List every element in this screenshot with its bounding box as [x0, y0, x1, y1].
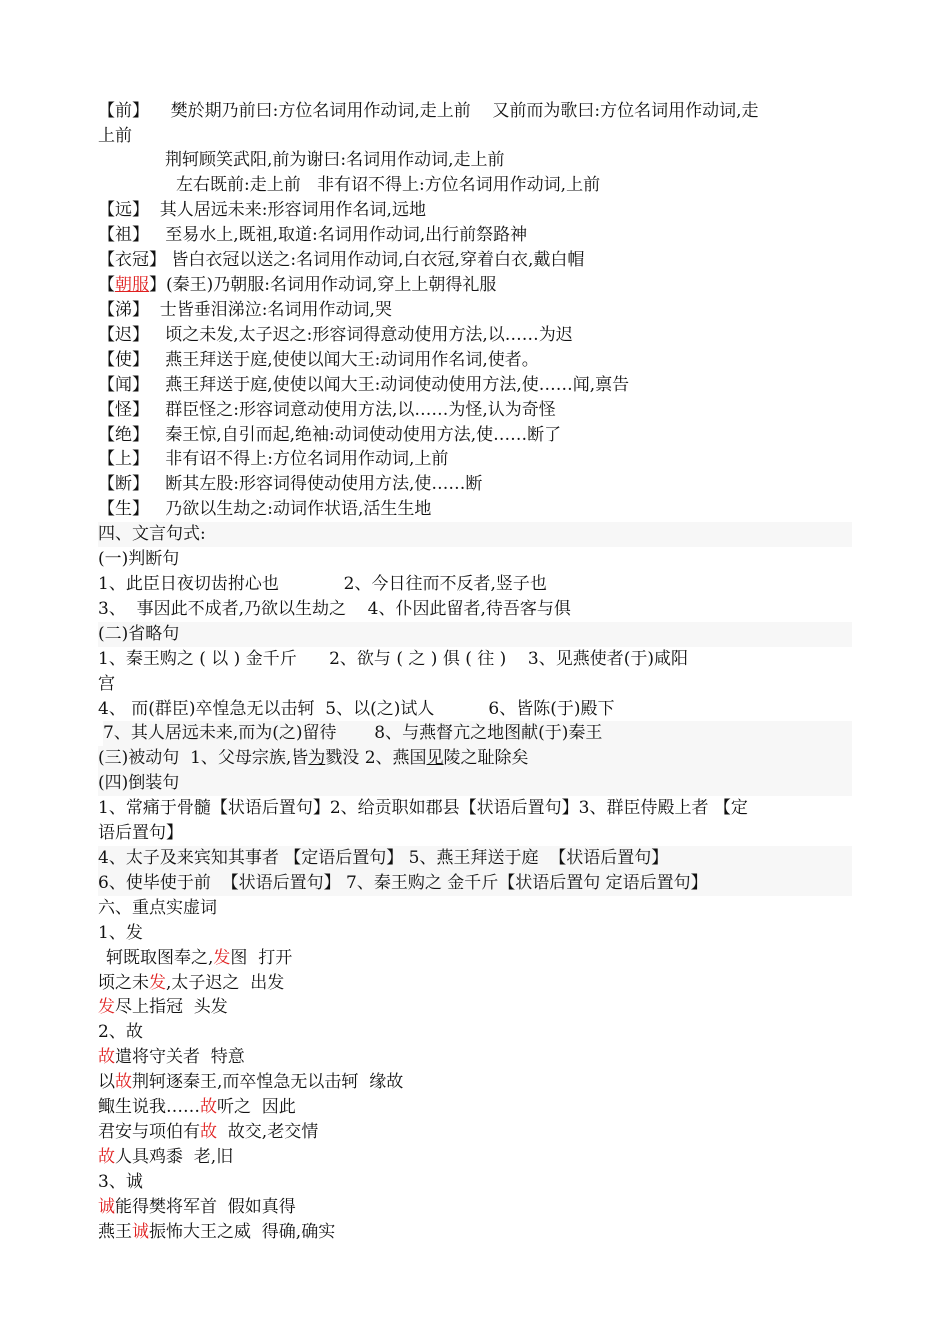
text-line — [98, 497, 431, 522]
text-run: (三)被动句 1、父母宗族,皆 — [98, 748, 309, 768]
text-run: 6、使毕使于前 【状语后置句】 7、秦王购之 金千斤【状语后置句 定语后置句】 — [98, 873, 708, 893]
highlighted-word: 发 — [98, 997, 115, 1017]
text-line — [98, 971, 284, 996]
highlighted-word: 发 — [213, 948, 231, 968]
text-run: 燕王 — [98, 1222, 132, 1242]
text-line — [98, 771, 852, 796]
text-run: 【衣冠】 皆白衣冠以送之:名词用作动词,白衣冠,穿着白衣,戴白帽 — [98, 250, 585, 270]
text-line — [98, 1195, 296, 1220]
text-run: 荆轲逐秦王,而卒惶急无以击轲 缘故 — [132, 1072, 404, 1092]
highlighted-word: 故 — [200, 1122, 217, 1142]
text-run: 【前】 樊於期乃前曰:方位名词用作动词,走上前 又前而为歌曰:方位名词用作动词,走 — [98, 101, 759, 121]
text-line — [98, 1145, 233, 1170]
highlighted-word: 发 — [149, 973, 166, 993]
text-run: 【涕】 士皆垂泪涕泣:名词用作动词,哭 — [98, 300, 392, 320]
text-run: 1、此臣日夜切齿拊心也 2、今日往而不反者,竖子也 — [98, 574, 547, 594]
text-run: 4、太子及来宾知其事者 【定语后置句】 5、燕王拜送于庭 【状语后置句】 — [98, 848, 669, 868]
text-run: 陵之耻除矣 — [443, 748, 529, 768]
text-run: 3、 事因此不成者,乃欲以生劫之 4、仆因此留者,待吾客与俱 — [98, 599, 571, 619]
text-line — [98, 672, 115, 697]
text-run: 【使】 燕王拜送于庭,使使以闻大王:动词用作名词,使者。 — [98, 350, 539, 370]
text-line — [98, 1070, 403, 1095]
text-line — [98, 398, 556, 423]
text-run: 【远】 其人居远未来:形容词用作名词,远地 — [98, 200, 426, 220]
text-line — [98, 896, 217, 921]
text-run: 遣将守关者 特意 — [115, 1047, 245, 1067]
text-run: 听之 因此 — [217, 1097, 296, 1117]
text-run: 故交,老交情 — [217, 1122, 319, 1142]
text-run: 人具鸡黍 老,旧 — [115, 1147, 234, 1167]
text-run: 3、诚 — [98, 1172, 143, 1192]
text-run: 【怪】 群臣怪之:形容词意动使用方法,以……为怪,认为奇怪 — [98, 400, 556, 420]
text-run: 【绝】 秦王惊,自引而起,绝袖:动词使动使用方法,使……断了 — [98, 425, 562, 445]
text-run: 7、其人居远未来,而为(之)留待 8、与燕督亢之地图献(于)秦王 — [103, 723, 603, 743]
text-line — [98, 921, 143, 946]
text-run: (四)倒装句 — [98, 773, 180, 793]
text-run: 能得樊将军首 假如真得 — [115, 1197, 296, 1217]
text-run: 语后置句】 — [98, 823, 183, 843]
text-run: (一)判断句 — [98, 549, 180, 569]
text-line — [98, 248, 584, 273]
highlighted-word: 为 — [308, 748, 326, 768]
text-line — [98, 1170, 143, 1195]
text-line — [98, 323, 573, 348]
text-line — [98, 1220, 335, 1245]
text-line — [106, 946, 292, 971]
text-line — [98, 1120, 318, 1145]
text-run: 四、文言句式: — [98, 524, 206, 544]
text-line — [98, 273, 496, 298]
highlighted-word: 故 — [98, 1047, 115, 1067]
text-line — [98, 99, 759, 124]
text-run: 【闻】 燕王拜送于庭,使使以闻大王:动词使动使用方法,使……闻,禀告 — [98, 375, 630, 395]
text-run: 振怖大王之威 得确,确实 — [149, 1222, 336, 1242]
text-run: 【迟】 顷之未发,太子迟之:形容词得意动使用方法,以……为迟 — [98, 325, 573, 345]
text-line — [98, 647, 688, 672]
text-line — [98, 871, 852, 896]
text-line — [98, 198, 426, 223]
text-line — [98, 572, 547, 597]
text-line — [165, 148, 505, 173]
highlighted-word: 故 — [115, 1072, 132, 1092]
text-run: 轲既取图奉之, — [106, 948, 214, 968]
text-run: 荆轲顾笑武阳,前为谢曰:名词用作动词,走上前 — [165, 150, 505, 170]
text-run: (二)省略句 — [98, 624, 180, 644]
text-run: 2、故 — [98, 1022, 143, 1042]
text-run: 以 — [98, 1072, 115, 1092]
text-line — [98, 622, 852, 647]
text-run: 【 — [98, 275, 115, 295]
text-line — [98, 1020, 143, 1045]
text-run: 1、常痛于骨髓【状语后置句】2、给贡职如郡县【状语后置句】3、群臣侍殿上者 【定 — [98, 798, 748, 818]
text-run: 】(秦王)乃朝服:名词用作动词,穿上上朝得礼服 — [149, 275, 497, 295]
highlighted-word: 朝服 — [115, 275, 149, 295]
text-run: 上前 — [98, 126, 132, 146]
text-run: 【生】 乃欲以生劫之:动词作状语,活生生地 — [98, 499, 432, 519]
text-line — [103, 721, 852, 746]
text-run: 1、发 — [98, 923, 143, 943]
text-run: 【断】 断其左股:形容词得使动使用方法,使……断 — [98, 474, 483, 494]
text-line — [98, 1045, 245, 1070]
highlighted-word: 故 — [200, 1097, 217, 1117]
text-line — [98, 746, 852, 771]
text-run: 六、重点实虚词 — [98, 898, 217, 918]
text-run: 1、秦王购之 ( 以 ) 金千斤 2、欲与 ( 之 ) 俱 ( 往 ) 3、见燕使者(于)咸阳 — [98, 649, 688, 669]
highlighted-word: 见 — [426, 748, 444, 768]
text-line — [98, 846, 852, 871]
text-line — [98, 1095, 296, 1120]
text-run: 君安与项伯有 — [98, 1122, 200, 1142]
text-line — [98, 124, 132, 149]
text-run: 图 打开 — [230, 948, 293, 968]
text-line — [98, 472, 482, 497]
text-run: 宫 — [98, 674, 115, 694]
text-run: ,太子迟之 出发 — [166, 973, 285, 993]
text-line — [98, 547, 179, 572]
text-line — [98, 796, 748, 821]
text-run: 顷之未 — [98, 973, 149, 993]
text-line — [98, 995, 228, 1020]
text-run: 鲰生说我…… — [98, 1097, 200, 1117]
text-run: 戮没 2、燕国 — [325, 748, 427, 768]
text-run: 尽上指冠 头发 — [115, 997, 228, 1017]
text-run: 左右既前:走上前 非有诏不得上:方位名词用作动词,上前 — [176, 175, 601, 195]
text-line — [98, 373, 629, 398]
text-run: 【上】 非有诏不得上:方位名词用作动词,上前 — [98, 449, 449, 469]
text-line — [98, 298, 392, 323]
text-line — [98, 423, 561, 448]
text-line — [98, 447, 448, 472]
text-line — [176, 173, 600, 198]
highlighted-word: 诚 — [98, 1197, 115, 1217]
text-line — [98, 522, 852, 547]
highlighted-word: 故 — [98, 1147, 115, 1167]
text-line — [98, 821, 183, 846]
text-line — [98, 223, 527, 248]
text-run: 【祖】 至易水上,既祖,取道:名词用作动词,出行前祭路神 — [98, 225, 528, 245]
text-run: 4、 而(群臣)卒惶急无以击轲 5、以(之)试人 6、皆陈(于)殿下 — [98, 699, 615, 719]
text-line — [98, 348, 539, 373]
highlighted-word: 诚 — [132, 1222, 149, 1242]
text-line — [98, 597, 571, 622]
text-line — [98, 697, 615, 722]
